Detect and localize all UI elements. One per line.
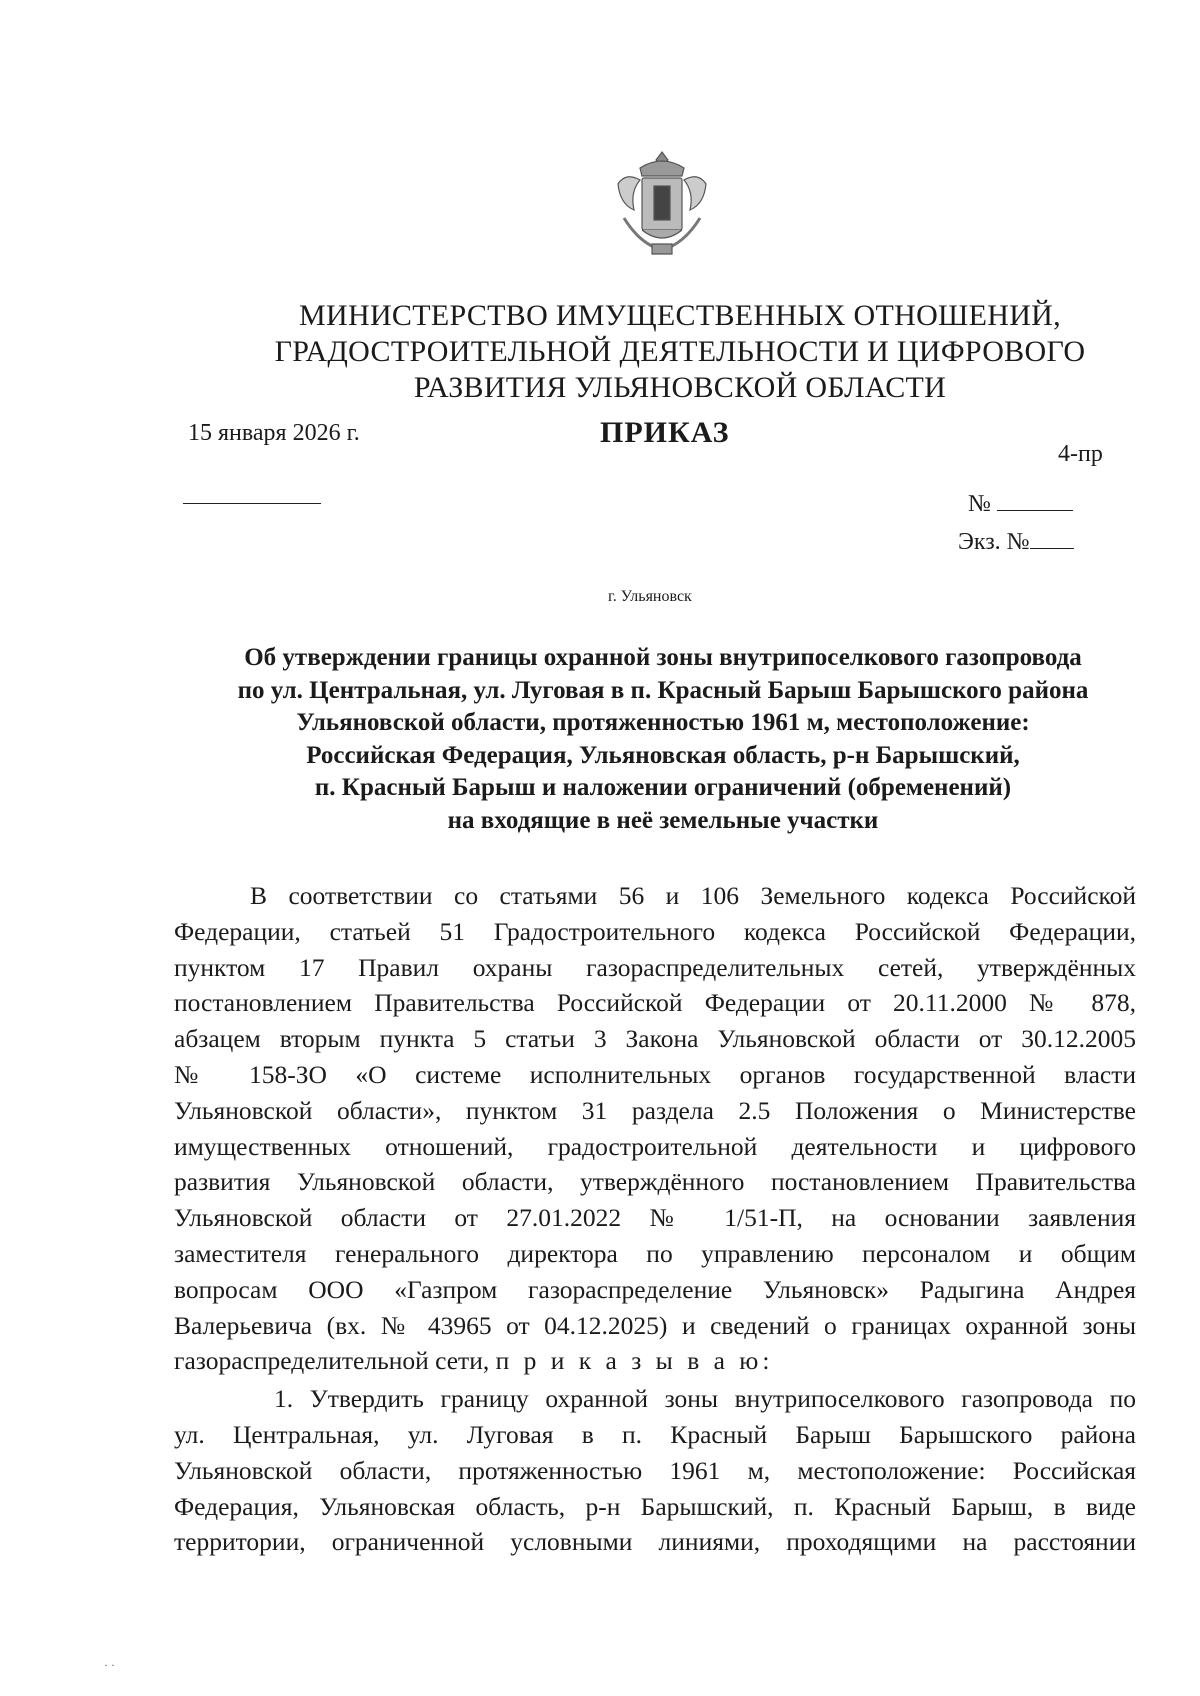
- preamble-line: заместителя генерального директора по управлению персоналом и общим: [174, 1238, 1136, 1268]
- ministry-name-line: МИНИСТЕРСТВО ИМУЩЕСТВЕННЫХ ОТНОШЕНИЙ,: [299, 299, 1061, 332]
- copy-number-blank: [1030, 528, 1074, 549]
- preamble-line: № 158-ЗО «О системе исполнительных органов государственной власти: [174, 1059, 1136, 1089]
- title-line: п. Красный Барыш и наложении ограничений (обременений): [314, 774, 1012, 802]
- title-line: Российская Федерация, Ульяновская область, р-н Барышский,: [306, 741, 1020, 769]
- title-line: по ул. Центральная, ул. Луговая в п. Красный Барыш Барышского района: [237, 676, 1089, 704]
- preamble-last-line: [174, 1343, 1136, 1379]
- number-label: №: [968, 491, 991, 517]
- preamble-line: имущественных отношений, градостроительной деятельности и цифрового: [174, 1131, 1136, 1161]
- title-line: на входящие в неё земельные участки: [447, 806, 879, 834]
- item-1-line: территории, ограниченной условными линиями, проходящими на расстоянии: [174, 1527, 1136, 1557]
- preamble-line: Федерации, статьей 51 Градостроительного кодекса Российской Федерации,: [174, 916, 1136, 946]
- preamble-line: пунктом 17 Правил охраны газораспределительных сетей, утверждённых: [174, 952, 1136, 982]
- order-word: п р и к а з ы в а ю:: [495, 1346, 774, 1376]
- item-1-line: Ульяновской области, протяженностью 1961 м, местоположение: Российская: [174, 1455, 1136, 1485]
- copy-number-field: [958, 528, 1074, 556]
- item-1-line: Федерация, Ульяновская область, р-н Барышский, п. Красный Барыш, в виде: [174, 1491, 1136, 1521]
- registration-number: 4-пр: [1058, 441, 1103, 467]
- item-1-line: ул. Центральная, ул. Луговая в п. Красный Барыш Барышского района: [174, 1419, 1136, 1449]
- date-blank-line: [183, 503, 321, 504]
- document-type: ПРИКАЗ: [600, 416, 730, 449]
- number-blank: [997, 490, 1073, 511]
- title-line: Ульяновской области, протяженностью 1961 м, местоположение:: [296, 709, 1030, 737]
- preamble-line: В соответствии со статьями 56 и 106 Земельного кодекса Российской: [250, 881, 1136, 910]
- copy-number-label: Экз. №: [958, 529, 1030, 555]
- order-body: [174, 878, 1136, 1560]
- preamble-line: постановлением Правительства Российской Федерации от 20.11.2000 № 878,: [174, 988, 1136, 1018]
- item-1-line: 1. Утвердить границу охранной зоны внутрипоселкового газопровода по: [274, 1384, 1136, 1414]
- city-name: г. Ульяновск: [608, 588, 692, 605]
- order-title: [168, 642, 1158, 838]
- ministry-name-line: ГРАДОСТРОИТЕЛЬНОЙ ДЕЯТЕЛЬНОСТИ И ЦИФРОВОГО: [274, 335, 1086, 368]
- preamble-end: газораспределительной сети,: [174, 1346, 490, 1376]
- title-line: Об утверждении границы охранной зоны внутрипоселкового газопровода: [244, 644, 1082, 671]
- ministry-name: [250, 298, 1110, 406]
- ministry-name-line: РАЗВИТИЯ УЛЬЯНОВСКОЙ ОБЛАСТИ: [413, 371, 947, 404]
- preamble-line: Ульяновской области от 27.01.2022 № 1/51-П, на основании заявления: [174, 1203, 1136, 1233]
- preamble-line: развития Ульяновской области, утверждённого постановлением Правительства: [174, 1167, 1136, 1197]
- order-date: 15 января 2026 г.: [188, 420, 360, 446]
- preamble-line: вопросам ООО «Газпром газораспределение Ульяновск» Радыгина Андрея: [174, 1274, 1136, 1304]
- coat-of-arms-icon: [612, 148, 712, 260]
- scan-speck: · ·: [104, 1658, 115, 1672]
- preamble-line: Ульяновской области», пунктом 31 раздела 2.5 Положения о Министерстве: [174, 1095, 1136, 1125]
- number-field: [968, 490, 1073, 518]
- preamble-line: Валерьевича (вх. № 43965 от 04.12.2025) и сведений о границах охранной зоны: [174, 1310, 1136, 1340]
- preamble-line: абзацем вторым пункта 5 статьи 3 Закона Ульяновской области от 30.12.2005: [174, 1024, 1136, 1054]
